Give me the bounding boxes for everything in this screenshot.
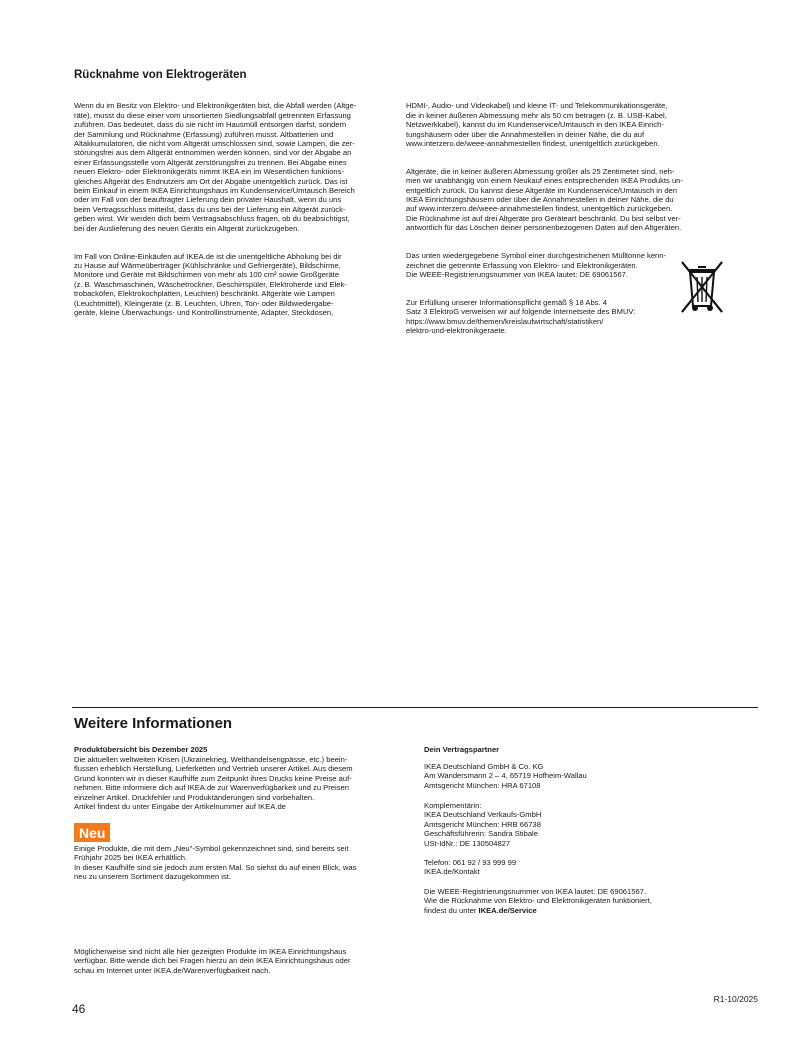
page-number: 46 bbox=[72, 1002, 86, 1016]
partner-address: IKEA Deutschland GmbH & Co. KG Am Wandersmann 2 – 4, 65719 Hofheim-Wallau Amtsgericht München: HRA 67108 bbox=[424, 762, 587, 790]
section-title-ruecknahme: Rücknahme von Elektrogeräten bbox=[74, 69, 247, 81]
neu-badge-label: Neu bbox=[74, 823, 110, 842]
product-overview-heading: Produktübersicht bis Dezember 2025 bbox=[74, 745, 208, 754]
ruecknahme-paragraph-6: Zur Erfüllung unserer Informationspflicht gemäß § 18 Abs. 4 Satz 3 ElektroG verweisen wir auf folgende Internetseite des BMUV: https://www.bmuv.de/themen/kreislaufwirtschaft/statistiken/ elektro-und-elektronikgeraete. bbox=[406, 297, 636, 335]
neu-explanation: Einige Produkte, die mit dem „Neu"-Symbol gekennzeichnet sind, sind bereits seit Frühjahr 2025 bei IKEA erhältlich. In dieser Kaufhilfe sind sie jedoch zum ersten Mal. So siehst du auf einen Blick, was neu zu unserem Sortiment dazugekommen ist. bbox=[74, 844, 357, 882]
crossed-bin-icon bbox=[676, 258, 728, 316]
ruecknahme-paragraph-1: Wenn du im Besitz von Elektro- und Elektronikgeräten bist, die Abfall werden (Altge- räte), musst du diese einer vom unsortierten Siedlungsabfall getrennten Erfassung zuführen. Das bedeutet, dass du sie nicht im Hausmüll entsorgen darfst, sondern der Sammlung und Rücknahme (Erfassung) zuführen musst. Altbatterien und Altakkumulatoren, die nicht vom Altgerät umschlossen sind, sowie Lampen, die zer- störungsfrei aus dem Altgerät entnommen werden können, sind vor der Abgabe an einer Erfassungsstelle vom Altgerät zerstörungsfrei zu trennen. Bei Abgabe eines neuen Elektro- oder Elektronikgeräts nimmt IKEA ein im Wesentlichen funktions- gleiches Altgerät des Endnutzers am Ort der Abgabe unentgeltlich zurück. Das ist beim Einkauf in einem IKEA Einrichtungshaus im Kundenservice/Umtausch Bereich oder im Fall von der beauftragter Lieferung dein privater Haushalt, wenn du uns beim Vertragsschluss mitteilst, dass du uns bei der Lieferung ein Altgerät zurück- geben wirst. Wir werden dich beim Vertragsabschluss fragen, ob du beabsichtigst, bei der Auslieferung des neuen Geräts ein Altgerät zurückzugeben. bbox=[74, 101, 357, 233]
ruecknahme-paragraph-5: Das unten wiedergegebene Symbol einer durchgestrichenen Mülltonne kenn- zeichnet die getrennte Erfassung von Elektro- und Elektronikgeräten. Die WEEE-Registrierungsnummer von IKEA lautet: DE 69061567. bbox=[406, 251, 667, 279]
neu-badge bbox=[74, 823, 110, 843]
partner-komplementaerin: Komplementärin: IKEA Deutschland Verkaufs-GmbH Amtsgericht München: HRB 66738 Geschäftsführerin: Sandra Stibale USt-IdNr.: DE 130504827 bbox=[424, 801, 542, 848]
availability-note: Möglicherweise sind nicht alle hier gezeigten Produkte im IKEA Einrichtungshaus verfügbar. Bitte wende dich bei Fragen hierzu an dein IKEA Einrichtungshaus oder schau im Internet unter IKEA.de/Warenverfügbarkeit nach. bbox=[74, 947, 351, 975]
partner-weee-text: Die WEEE-Registrierungsnummer von IKEA lautet: DE 69061567. Wie die Rücknahme von Elektro- und Elektronikgeräten funktioniert, findest du unter bbox=[424, 887, 652, 915]
partner-weee-info bbox=[424, 887, 754, 915]
service-link[interactable]: IKEA.de/Service bbox=[478, 905, 537, 915]
ruecknahme-paragraph-3: HDMI-, Audio- und Videokabel) und kleine IT- und Telekommunikationsgeräte, die in keiner äußeren Abmessung mehr als 50 cm betragen (z. B. USB-Kabel, Netzwerkkabel), kannst du im Kundenservice/Umtausch in den IKEA Einrich- tungshäusern oder über die Annahmestellen in deiner Nähe, die du auf www.interzero.de/weee-annahmestellen findest, unentgeltlich zurückgeben. bbox=[406, 101, 668, 149]
ruecknahme-paragraph-4: Altgeräte, die in keiner äußeren Abmessung größer als 25 Zentimeter sind, neh- men wir unabhängig von einem Neukauf eines entsprechenden IKEA Produkts un- entgeltlich zurück. Du kannst diese Altgeräte im Kundenservice/Umtausch in den IKEA Einrichtungshäusern oder über die Annahmestellen in deiner Nähe, die du auf www.interzero.de/weee-annahmestellen findest, unentgeltlich zurückgeben. Die Rücknahme ist auf drei Altgeräte pro Geräteart beschränkt. Du bist selbst ver- antwortlich für das Löschen deiner personenbezogenen Daten auf den Altgeräten. bbox=[406, 166, 683, 233]
section-divider bbox=[72, 707, 758, 708]
product-overview-text: Die aktuellen weltweiten Krisen (Ukrainekrieg, Welthandelsengpässe, etc.) beein- flussen erheblich Herstellung, Lieferketten und Vertrieb unserer Artikel. Aus diesem Grund konnten wir in dieser Kaufhilfe zum Zeitpunkt ihres Drucks keine Preise auf- nehmen. Bitte informiere dich auf IKEA.de zur Warenverfügbarkeit und zu Preisen einzelner Artikel. Druckfehler und Produktänderungen sind vorbehalten. Artikel findest du unter Eingabe der Artikelnummer auf IKEA.de bbox=[74, 755, 353, 812]
ruecknahme-paragraph-2: Im Fall von Online-Einkäufen auf IKEA.de ist die unentgeltliche Abholung bei dir zu Hause auf Wärmeüberträger (Kühlschränke und Gefriergeräte), Bildschirme, Monitore und Geräte mit Bildschirmen von mehr als 100 cm² sowie Großgeräte (z. B. Waschmaschinen, Wäschetrockner, Geschirrspüler, Elektroherde und Elek- trobacköfen, Elektrokochplatten, Leuchten) beschränkt. Altgeräte wie Lampen (Leuchtmittel), Kleingeräte (z. B. Leuchten, Uhren, Ton- oder Bildwiedergabe- geräte, kleine Überwachungs- und Kontrollinstrumente, Adapter, Steckdosen, bbox=[74, 251, 347, 317]
revision-code: R1-10/2025 bbox=[713, 994, 758, 1004]
partner-contact: Telefon: 061 92 / 93 999 99 IKEA.de/Kontakt bbox=[424, 858, 517, 877]
section-title-weitere-informationen: Weitere Informationen bbox=[74, 715, 233, 732]
ruecknahme-left-column bbox=[74, 92, 404, 336]
partner-heading: Dein Vertragspartner bbox=[424, 745, 500, 754]
